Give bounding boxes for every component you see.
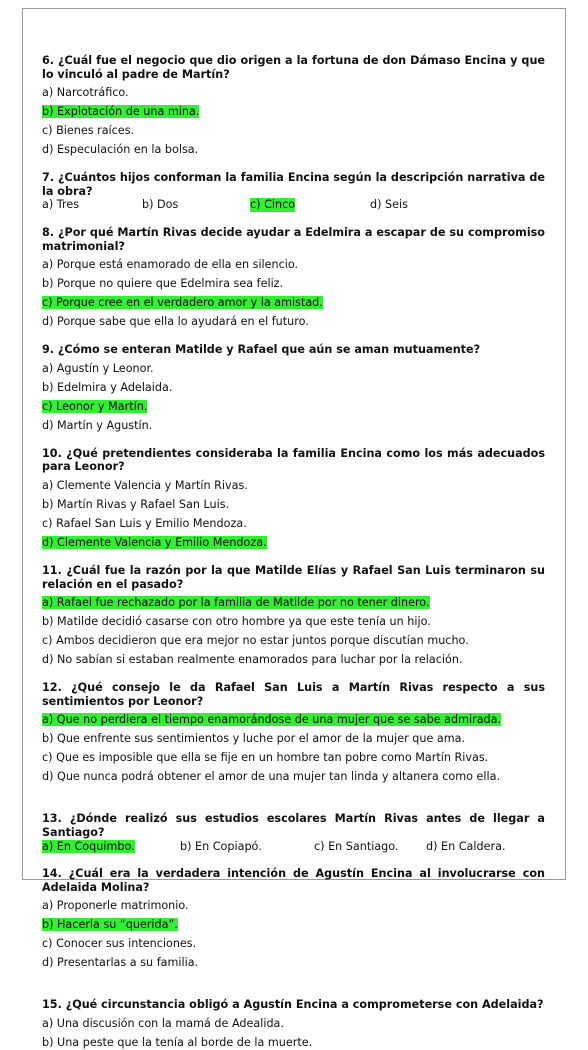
- question-text: 15. ¿Qué circunstancia obligó a Agustín Encina a comprometerse con Adelaida?: [42, 998, 544, 1012]
- option-a: a) Clemente Valencia y Martín Rivas.: [42, 478, 248, 492]
- question-12: [42, 681, 545, 784]
- option-a: a) Porque está enamorado de ella en silencio.: [42, 258, 299, 272]
- option-d-correct-highlight: d) Clemente Valencia y Emilio Mendoza.: [42, 535, 267, 549]
- option-b: b) Una peste que la tenía al borde de la muerte.: [42, 1035, 313, 1049]
- option-b: b) Martín Rivas y Rafael San Luis.: [42, 497, 230, 511]
- quiz-content: [42, 54, 545, 1050]
- option-c: c) En Santiago.: [314, 839, 399, 853]
- option-c: c) Que es imposible que ella se fije en un hombre tan pobre como Martín Rivas.: [42, 751, 489, 765]
- question-6: [42, 54, 545, 157]
- option-a-correct-highlight: a) En Coquimbo.: [42, 839, 135, 853]
- question-10: [42, 447, 545, 550]
- question-text: 12. ¿Qué consejo le da Rafael San Luis a Martín Rivas respecto a sus sentimientos por Leonor?: [42, 681, 545, 708]
- question-text: 6. ¿Cuál fue el negocio que dio origen a la fortuna de don Dámaso Encina y que lo vinculó al padre de Martín?: [42, 54, 545, 81]
- option-b: b) Que enfrente sus sentimientos y luche por el amor de la mujer que ama.: [42, 732, 466, 746]
- option-c: c) Ambos decidieron que era mejor no estar juntos porque discutían mucho.: [42, 634, 469, 648]
- option-b: b) Dos: [142, 198, 179, 212]
- option-b: b) Edelmira y Adelaida.: [42, 380, 173, 394]
- options-row: [42, 840, 545, 854]
- option-d: d) Presentarlas a su familia.: [42, 956, 199, 970]
- question-text: 11. ¿Cuál fue la razón por la que Matilde Elías y Rafael San Luis terminaron su relación en el pasado?: [42, 563, 545, 591]
- option-c-correct-highlight: c) Porque cree en el verdadero amor y la amistad.: [42, 296, 323, 310]
- question-14: [42, 867, 545, 970]
- question-15: [42, 998, 545, 1050]
- option-d: d) Especulación en la bolsa.: [42, 143, 199, 157]
- question-text: 7. ¿Cuántos hijos conforman la familia Encina según la descripción narrativa de la obra?: [42, 171, 545, 198]
- option-a: a) Narcotráfico.: [42, 86, 129, 100]
- option-a: a) Proponerle matrimonio.: [42, 899, 189, 913]
- option-a: a) Una discusión con la mamá de Adealida.: [42, 1016, 284, 1030]
- option-c: c) Rafael San Luis y Emilio Mendoza.: [42, 516, 247, 530]
- option-c-correct-highlight: c) Leonor y Martín.: [42, 399, 148, 413]
- option-b: b) Porque no quiere que Edelmira sea feliz.: [42, 277, 284, 291]
- question-8: [42, 226, 545, 329]
- option-b-correct-highlight: b) Explotación de una mina.: [42, 105, 200, 119]
- option-c-correct-highlight: c) Cinco: [250, 198, 296, 212]
- question-text: 9. ¿Cómo se enteran Matilde y Rafael que aún se aman mutuamente?: [42, 343, 481, 357]
- option-d: d) Seis: [370, 198, 408, 212]
- option-d: d) Martín y Agustín.: [42, 418, 153, 432]
- option-a-correct-highlight: a) Rafael fue rechazado por la familia de Matilde por no tener dinero.: [42, 596, 430, 610]
- question-text: 13. ¿Dónde realizó sus estudios escolares Martín Rivas antes de llegar a Santiago?: [42, 812, 545, 839]
- option-b: b) Matilde decidió casarse con otro hombre ya que este tenía un hijo.: [42, 615, 431, 629]
- question-text: 8. ¿Por qué Martín Rivas decide ayudar a Edelmira a escapar de su compromiso matrimonial?: [42, 225, 545, 253]
- option-d: d) En Caldera.: [426, 839, 506, 853]
- options-row: [42, 198, 545, 212]
- option-c: c) Conocer sus intenciones.: [42, 937, 197, 951]
- question-13: [42, 812, 545, 853]
- option-b: b) En Copiapó.: [180, 839, 262, 853]
- question-7: [42, 171, 545, 212]
- question-text: 14. ¿Cuál era la verdadera intención de Agustín Encina al involucrarse con Adelaida Molina?: [42, 867, 545, 894]
- question-9: [42, 343, 545, 433]
- option-d: d) Porque sabe que ella lo ayudará en el futuro.: [42, 315, 309, 329]
- option-d: d) No sabían si estaban realmente enamorados para luchar por la relación.: [42, 653, 463, 667]
- option-b-correct-highlight: b) Hacerla su “querida”.: [42, 918, 178, 932]
- option-c: c) Bienes raíces.: [42, 124, 135, 138]
- option-d: d) Que nunca podrá obtener el amor de una mujer tan linda y altanera como ella.: [42, 770, 501, 784]
- option-a: a) Agustín y Leonor.: [42, 361, 154, 375]
- option-a-correct-highlight: a) Que no perdiera el tiempo enamorándose de una mujer que se sabe admirada.: [42, 713, 502, 727]
- question-11: [42, 564, 545, 667]
- option-a: a) Tres: [42, 198, 80, 212]
- question-text: 10. ¿Qué pretendientes consideraba la familia Encina como los más adecuados para Leonor?: [42, 446, 545, 474]
